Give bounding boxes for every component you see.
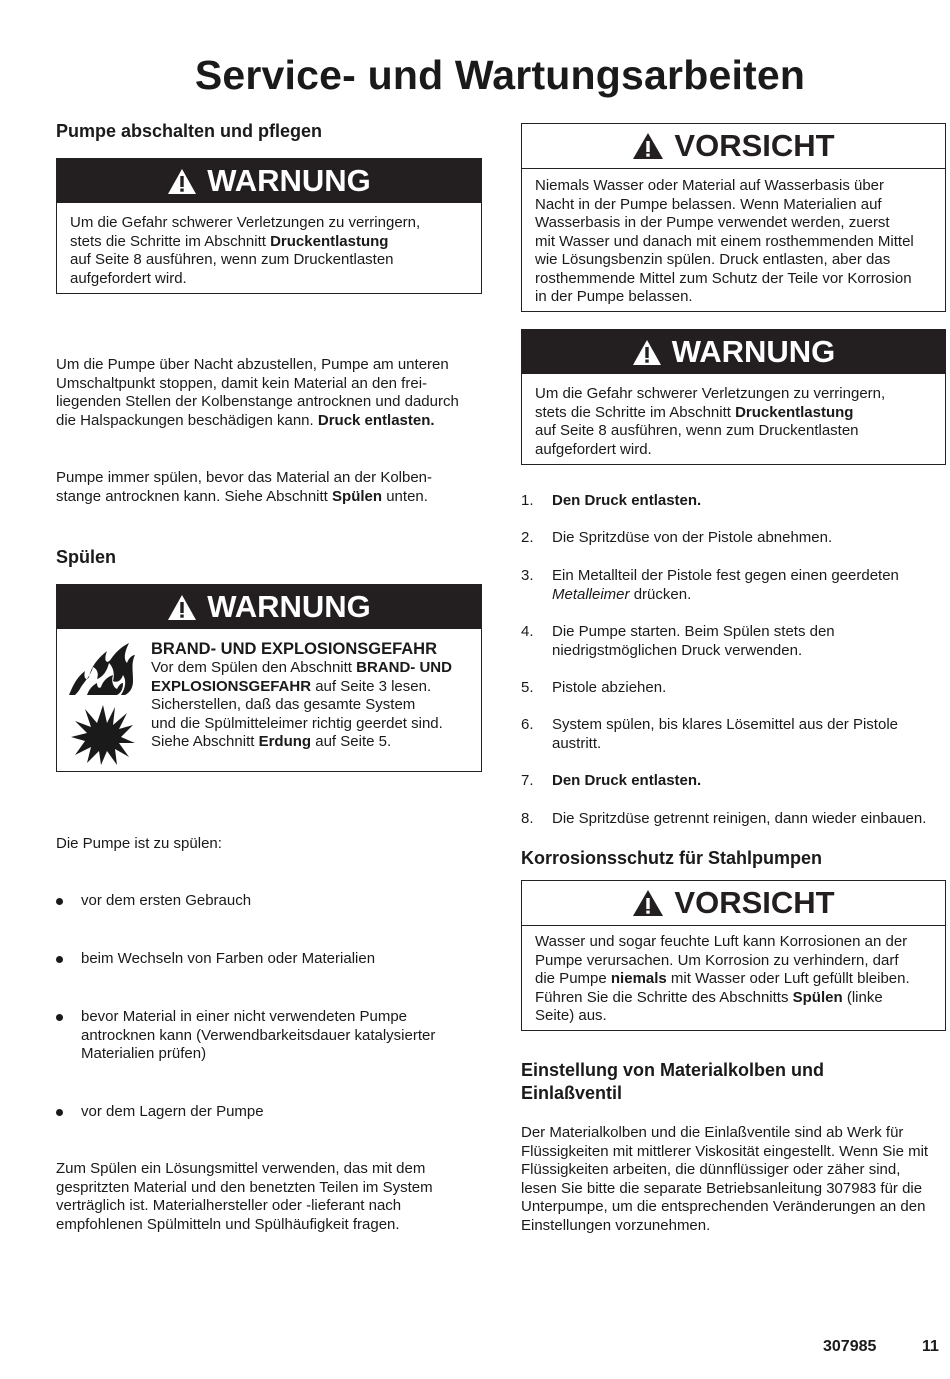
- warning-title: WARNUNG: [671, 334, 836, 369]
- step-number: 8.: [521, 810, 534, 827]
- step-number: 3.: [521, 567, 534, 584]
- numbered-step: [521, 679, 946, 698]
- caution-body: [522, 926, 945, 1033]
- text-bold: Spülen: [332, 487, 383, 505]
- caution-text-line: mit Wasser und danach mit einem rosthemmenden Mittel: [535, 232, 914, 250]
- text-line: Flüssigkeiten arbeiten, die dünnflüssiger oder zäher sind,: [521, 1161, 901, 1178]
- section-heading-corrosion: Korrosionsschutz für Stahlpumpen: [521, 848, 823, 868]
- page-title: Service- und Wartungsarbeiten: [194, 52, 806, 98]
- warning-text-line: [151, 733, 452, 752]
- paragraph-always-flush: [56, 469, 486, 506]
- text-line: Ein Metallteil der Pistole fest gegen einen geerdeten: [552, 567, 899, 584]
- warning-text-line: Um die Gefahr schwerer Verletzungen zu verringern,: [70, 214, 421, 231]
- caution-box-water: [521, 123, 946, 312]
- numbered-step: [521, 529, 946, 548]
- caution-text-line: wie Lösungsbenzin spülen. Druck entlasten, aber das: [535, 251, 891, 268]
- step-number: 1.: [521, 492, 534, 509]
- text-line: [56, 488, 486, 507]
- warning-subtitle: BRAND- UND EXPLOSIONSGEFAHR: [151, 640, 438, 658]
- warning-text-line: [70, 233, 468, 252]
- warning-box-fire-explosion: [56, 584, 482, 772]
- text-line: bevor Material in einer nicht verwendeten Pumpe: [81, 1008, 408, 1025]
- warning-box-pressure-relief: [56, 158, 482, 294]
- caution-text-line: Pumpe verursachen. Um Korrosion zu verhindern, darf: [535, 951, 899, 969]
- text-line: Flüssigkeiten mit mittlerer Viskosität eingestellt. Wenn Sie mit: [521, 1142, 929, 1160]
- text-line: [56, 412, 486, 431]
- warning-triangle-icon: [167, 594, 197, 621]
- warning-text-line: Sicherstellen, daß das gesamte System: [151, 696, 416, 713]
- warning-text-line: [151, 659, 452, 678]
- step-number: 2.: [521, 529, 534, 546]
- warning-text: Siehe Abschnitt: [151, 733, 259, 750]
- caution-header: [522, 881, 945, 926]
- text-line: Unterpumpe, um die entsprechenden Veränderungen an den: [521, 1198, 926, 1215]
- warning-title: WARNUNG: [207, 589, 371, 624]
- warning-text: auf Seite 3 lesen.: [311, 677, 432, 695]
- warning-text-line: aufgefordert wird.: [535, 440, 652, 458]
- text-line: empfohlenen Spülmitteln und Spülhäufigkeit fragen.: [56, 1215, 400, 1233]
- text-line: liegenden Stellen der Kolbenstange antrocknen und dadurch: [56, 393, 459, 410]
- list-item-text: beim Wechseln von Farben oder Materialien: [81, 950, 376, 967]
- text-line: Die Pumpe starten. Beim Spülen stets den: [552, 623, 835, 640]
- warning-text-bold: Erdung: [258, 733, 312, 750]
- caution-text: Führen Sie die Schritte des Abschnitts: [535, 988, 793, 1006]
- flame-icon: [67, 641, 137, 704]
- text-bold: Druck entlasten.: [317, 411, 435, 429]
- paragraph-solvent: [56, 1160, 486, 1234]
- step-text: [552, 492, 946, 511]
- section-heading-adjustment: [521, 1059, 824, 1105]
- text: drücken.: [629, 585, 692, 603]
- caution-text: die Pumpe: [535, 970, 611, 987]
- warning-text: auf Seite 5.: [311, 733, 392, 750]
- warning-text-bold: EXPLOSIONSGEFAHR: [151, 677, 312, 695]
- text-line: Der Materialkolben und die Einlaßventile sind ab Werk für: [521, 1124, 904, 1141]
- text-line: Zum Spülen ein Lösungsmittel verwenden, das mit dem: [56, 1160, 426, 1177]
- bullet-icon: [56, 898, 63, 905]
- paragraph-adjustment: [521, 1124, 946, 1235]
- list-item: [56, 1103, 456, 1122]
- warning-text-bold: Druckentlastung: [735, 403, 854, 421]
- caution-title: VORSICHT: [674, 885, 835, 920]
- list-item: [56, 950, 456, 969]
- warning-title: WARNUNG: [207, 163, 371, 198]
- caution-title: VORSICHT: [674, 128, 835, 163]
- warning-box-pressure-relief: [521, 329, 946, 465]
- caution-text-bold: Spülen: [792, 988, 843, 1006]
- step-text-bold: Den Druck entlasten.: [552, 492, 702, 509]
- section-heading-pump-shutdown: Pumpe abschalten und pflegen: [56, 121, 323, 141]
- text-line: System spülen, bis klares Lösemittel aus der Pistole: [552, 716, 898, 733]
- heading-line: Einlaßventil: [521, 1083, 623, 1103]
- text-line: antrocknen kann (Verwendbarkeitsdauer katalysierter: [81, 1026, 436, 1044]
- bullet-icon: [56, 1109, 63, 1116]
- numbered-step: [521, 772, 946, 791]
- text: unten.: [382, 487, 428, 505]
- caution-text-line: rosthemmende Mittel zum Schutz der Teile vor Korrosion: [535, 269, 912, 287]
- warning-text-bold: BRAND- UND: [356, 659, 452, 676]
- caution-text-bold: niemals: [610, 970, 667, 987]
- warning-header: [57, 159, 481, 203]
- step-text: Die Spritzdüse von der Pistole abnehmen.: [552, 529, 833, 546]
- warning-triangle-icon: [167, 168, 197, 195]
- step-number: 4.: [521, 623, 534, 640]
- text-line: verträglich ist. Materialhersteller oder -lieferant nach: [56, 1197, 402, 1214]
- list-item-text: vor dem ersten Gebrauch: [81, 892, 252, 909]
- flush-intro-text: Die Pumpe ist zu spülen:: [56, 835, 222, 852]
- step-text: [552, 623, 946, 660]
- text-line: Materialien prüfen): [81, 1045, 207, 1062]
- warning-header: [522, 330, 945, 374]
- caution-text-line: Wasser und sogar feuchte Luft kann Korrosionen an der: [535, 933, 908, 950]
- text-line: austritt.: [552, 734, 602, 752]
- caution-text-line: Niemals Wasser oder Material auf Wasserbasis über: [535, 177, 885, 194]
- list-item-text: vor dem Lagern der Pumpe: [81, 1103, 264, 1120]
- caution-text-line: [535, 989, 932, 1008]
- text-line: Pumpe immer spülen, bevor das Material an der Kolben-: [56, 469, 433, 486]
- caution-header: [522, 124, 945, 169]
- text-line: gespritzten Material und den benetzten Teilen im System: [56, 1178, 433, 1196]
- list-item: [56, 1008, 456, 1064]
- step-text: [552, 567, 946, 604]
- paragraph-overnight-shutdown: [56, 356, 486, 430]
- warning-text-line: auf Seite 8 ausführen, wenn zum Druckentlasten: [70, 251, 394, 268]
- caution-body: [522, 169, 945, 314]
- caution-text-line: Wasserbasis in der Pumpe verwendet werden, zuerst: [535, 214, 890, 231]
- step-number: 5.: [521, 679, 534, 696]
- explosion-icon: [71, 703, 135, 772]
- caution-text-line: Nacht in der Pumpe belassen. Wenn Materialien auf: [535, 195, 882, 213]
- caution-text: (linke: [842, 988, 883, 1006]
- page-number: 11: [922, 1338, 939, 1355]
- warning-text-line: und die Spülmitteleimer richtig geerdet sind.: [151, 714, 443, 732]
- numbered-step: [521, 623, 946, 660]
- step-text: [552, 716, 946, 753]
- caution-text-line: in der Pumpe belassen.: [535, 288, 693, 305]
- numbered-step: [521, 567, 946, 604]
- caution-box-corrosion: [521, 880, 946, 1031]
- warning-triangle-icon: [632, 339, 662, 366]
- warning-triangle-icon: [632, 889, 664, 917]
- list-item-text: [81, 1008, 456, 1064]
- text-line: lesen Sie bitte die separate Betriebsanleitung 307983 für die: [521, 1179, 923, 1197]
- warning-header: [57, 585, 481, 629]
- text: stange antrocknen kann. Siehe Abschnitt: [56, 487, 333, 505]
- heading-line: Einstellung von Materialkolben und: [521, 1060, 825, 1080]
- warning-text-bold: Druckentlastung: [270, 232, 389, 250]
- warning-text-line: [535, 404, 932, 423]
- warning-triangle-icon: [632, 132, 664, 160]
- caution-text-line: Seite) aus.: [535, 1007, 607, 1024]
- step-text-bold: Den Druck entlasten.: [552, 772, 702, 789]
- text-line: Einstellungen vorzunehmen.: [521, 1216, 711, 1234]
- warning-text-line: [151, 678, 452, 697]
- document-number: 307985: [823, 1338, 877, 1355]
- caution-text-line: [535, 970, 932, 989]
- numbered-step: [521, 810, 946, 829]
- caution-text: mit Wasser oder Luft gefüllt bleiben.: [666, 970, 910, 987]
- bullet-icon: [56, 1014, 63, 1021]
- warning-text: stets die Schritte im Abschnitt: [535, 403, 736, 421]
- section-heading-flushing: Spülen: [56, 547, 117, 567]
- warning-body: [57, 203, 481, 295]
- warning-text-line: auf Seite 8 ausführen, wenn zum Druckentlasten: [535, 422, 859, 439]
- text-line: Um die Pumpe über Nacht abzustellen, Pumpe am unteren: [56, 356, 449, 373]
- step-number: 7.: [521, 772, 534, 789]
- text-line: [552, 586, 946, 605]
- text-line: niedrigstmöglichen Druck verwenden.: [552, 641, 803, 659]
- step-text: [552, 772, 946, 791]
- warning-body: [522, 374, 945, 466]
- numbered-step: [521, 492, 946, 511]
- bullet-icon: [56, 956, 63, 963]
- warning-text: stets die Schritte im Abschnitt: [70, 232, 271, 250]
- text-line: Umschaltpunkt stoppen, damit kein Material an den frei-: [56, 374, 428, 392]
- step-text: Die Spritzdüse getrennt reinigen, dann wieder einbauen.: [552, 810, 927, 827]
- warning-text-line: aufgefordert wird.: [70, 269, 187, 287]
- step-text: Pistole abziehen.: [552, 679, 667, 696]
- warning-body: [151, 639, 452, 752]
- text-italic: Metalleimer: [552, 585, 630, 603]
- step-number: 6.: [521, 716, 534, 733]
- text: die Halspackungen beschädigen kann.: [56, 411, 318, 429]
- numbered-step: [521, 716, 946, 753]
- warning-text-line: Um die Gefahr schwerer Verletzungen zu verringern,: [535, 385, 886, 402]
- list-item: [56, 892, 456, 911]
- warning-text: Vor dem Spülen den Abschnitt: [151, 659, 357, 676]
